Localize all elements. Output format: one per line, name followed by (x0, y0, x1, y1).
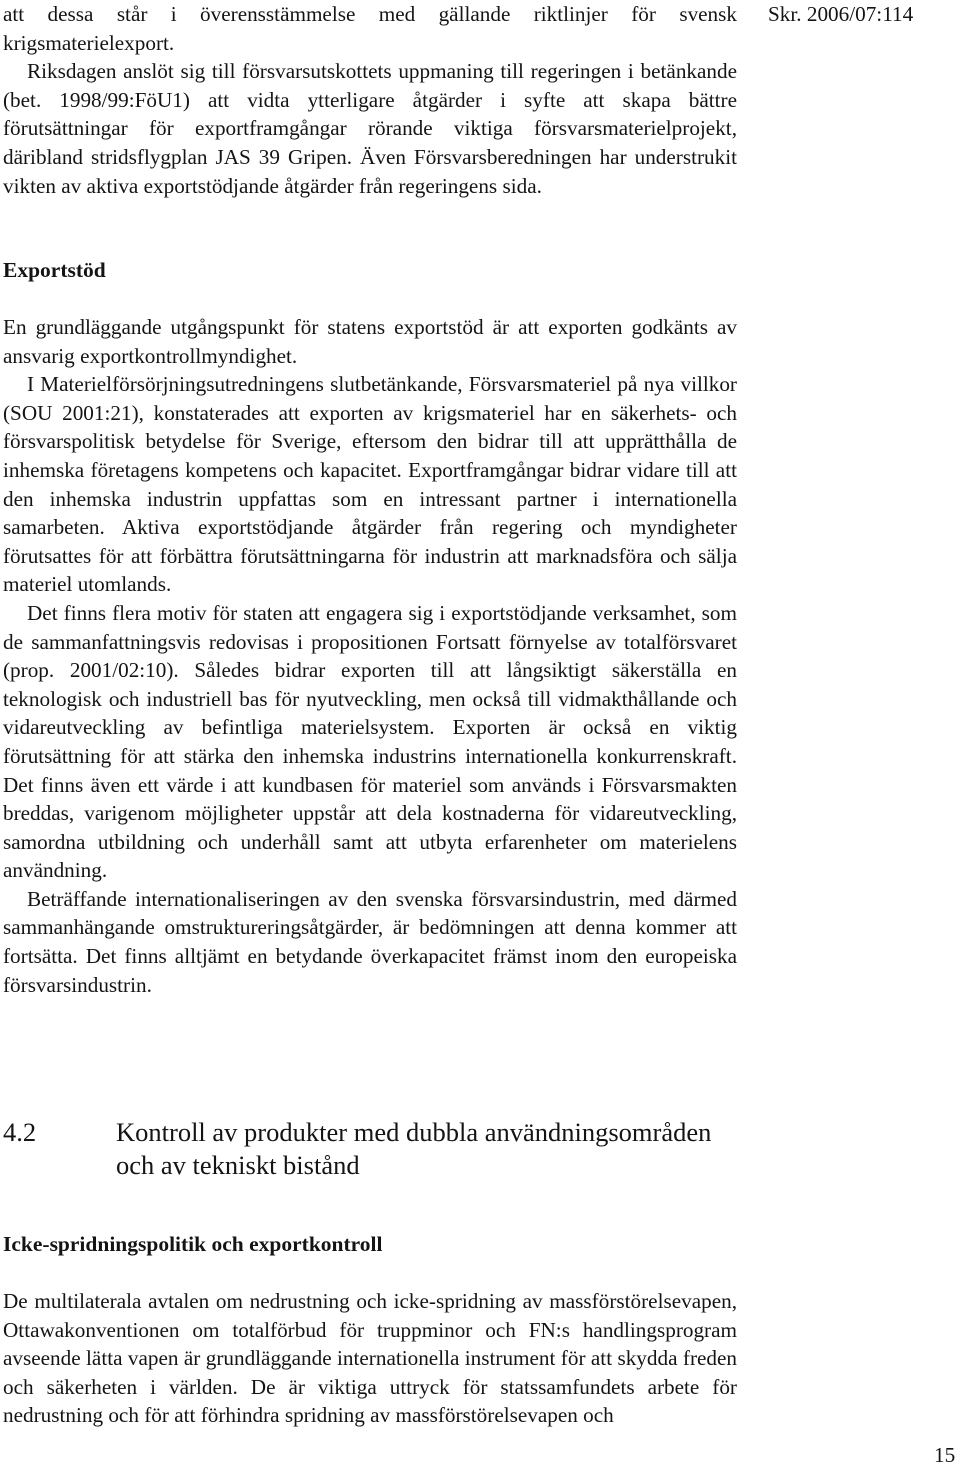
heading-icke-spridning: Icke-spridningspolitik och exportkontroll (3, 1232, 383, 1256)
page-number: 15 (934, 1443, 956, 1467)
exportstod-paragraph-1: En grundläggande utgångspunkt för statens exportstöd är att exporten godkänts av ansvarig exportkontrollmyndighet. (3, 315, 737, 368)
icke-spridning-paragraph-1: De multilaterala avtalen om nedrustning och icke-spridning av massförstörelsevapen, Ottawakonventionen om totalförbud för truppminor och FN:s handlingsprogram avseende lätta vapen är grundläggande internationella instrument för att skydda freden och säkerheten i världen. De är viktiga uttryck för statssamfundets arbete för nedrustning och för att förhindra spridning av massförstörelsevapen och (3, 1289, 737, 1428)
exportstod-paragraph-2: I Materielförsörjningsutredningens slutbetänkande, Försvarsmateriel på nya villkor (SOU 2001:21), konstaterades att exporten av krigsmateriel har en säkerhets- och försvarspolitisk betydelse för Sverige, eftersom den bidrar till att upprätthålla de inhemska företagens kompetens och kapacitet. Exportframgångar bidrar vidare till att den inhemska industrin uppfattas som en intressant partner i internationella samarbeten. Aktiva exportstödjande åtgärder från regering och myndigheter förutsattes för att förbättra förutsättningarna för industrin att marknadsföra och sälja materiel utomlands. (3, 372, 737, 597)
exportstod-section (3, 313, 737, 999)
exportstod-paragraph-4: Beträffande internationaliseringen av den svenska försvarsindustrin, med därmed sammanhängande omstruktureringsåtgärder, är bedömningen att denna kommer att fortsätta. Det finns alltjämt en betydande överkapacitet främst inom den europeiska försvarsindustrin. (3, 886, 737, 997)
heading-exportstod: Exportstöd (3, 258, 106, 282)
document-reference: Skr. 2006/07:114 (768, 2, 914, 26)
icke-spridning-section (3, 1287, 737, 1430)
intro-section (3, 0, 737, 200)
section-number: 4.2 (3, 1117, 37, 1147)
intro-paragraph-1: att dessa står i överensstämmelse med gällande riktlinjer för svensk krigsmaterielexport. (3, 2, 737, 55)
section-title: Kontroll av produkter med dubbla användningsområden och av tekniskt bistånd (116, 1117, 712, 1180)
intro-paragraph-2: Riksdagen anslöt sig till försvarsutskottets uppmaning till regeringen i betänkande (bet. 1998/99:FöU1) att vidta ytterligare åtgärder i syfte att skapa bättre förutsättningar för exportframgångar rörande viktiga försvarsmaterielprojekt, däribland stridsflygplan JAS 39 Gripen. Även Försvarsberedningen har understrukit vikten av aktiva exportstödjande åtgärder från regeringens sida. (3, 59, 737, 198)
exportstod-paragraph-3: Det finns flera motiv för staten att engagera sig i exportstödjande verksamhet, som de sammanfattningsvis redovisas i propositionen Fortsatt förnyelse av totalförsvaret (prop. 2001/02:10). Således bidrar exporten till att långsiktigt säkerställa en teknologisk och industriell bas för nyutveckling, men också till vidmakthållande och vidareutveckling av befintliga materielsystem. Exporten är också en viktig förutsättning för att stärka den inhemska industrins internationella konkurrenskraft. Det finns även ett värde i att kundbasen för materiel som används i Försvarsmakten breddas, varigenom möjligheter uppstår att dela kostnaderna för vidareutveckling, samordna utbildning och underhåll samt att utbyta erfarenheter om materielens användning. (3, 600, 737, 883)
